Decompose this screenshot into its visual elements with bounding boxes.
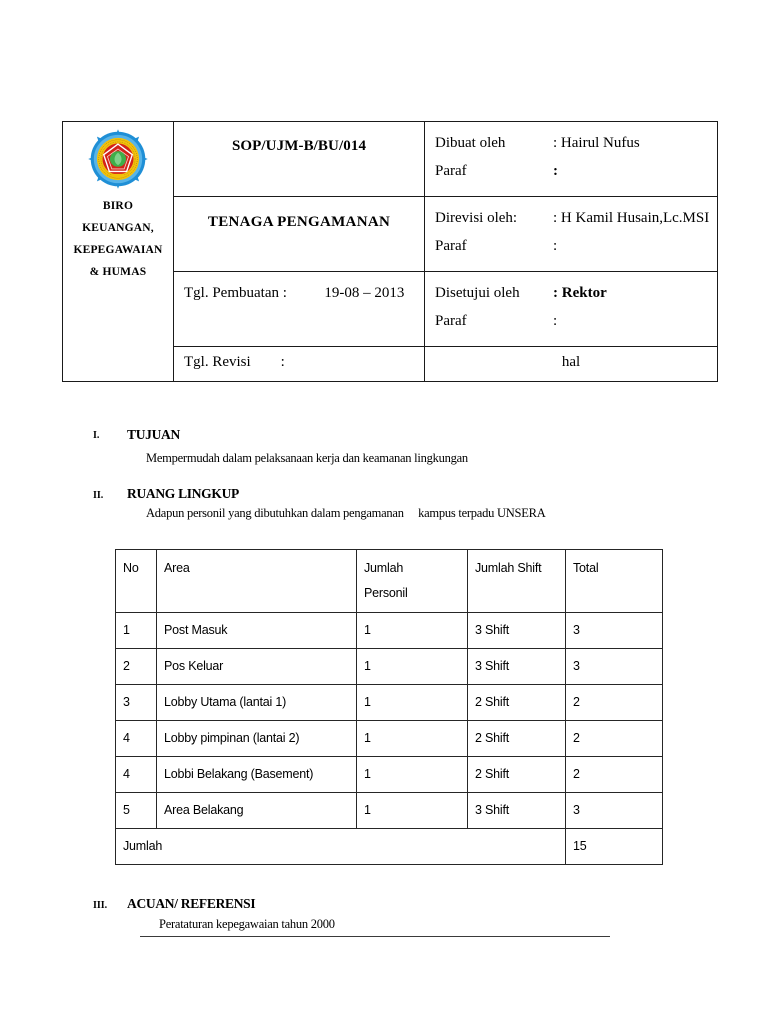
column-header-jumlah-personil <box>357 550 468 613</box>
unit-name-line-1: BIRO <box>102 200 134 212</box>
jumlah-line-1: Jumlah <box>364 561 404 575</box>
page-label-cell <box>425 347 718 382</box>
approved-paraf-row <box>435 302 717 330</box>
table-row <box>116 793 663 829</box>
table-row <box>116 721 663 757</box>
created-by-cell <box>425 122 718 197</box>
cell-no: 2 <box>116 649 157 685</box>
section-1-number: I. <box>93 430 100 441</box>
jumlah-line-2: Personil <box>364 586 408 600</box>
revised-by-value: : H Kamil Husain,Lc.MSI <box>553 210 710 226</box>
revised-by-label: Direvisi oleh: <box>435 210 518 226</box>
created-paraf-value: : <box>553 163 558 179</box>
cell-no: 3 <box>116 685 157 721</box>
personnel-table <box>115 549 663 865</box>
revised-paraf-row <box>435 227 717 255</box>
cell-jumlah: 1 <box>357 685 468 721</box>
section-2-heading: RUANG LINGKUP <box>127 486 239 501</box>
cell-shift: 3 Shift <box>468 793 566 829</box>
table-header-row <box>116 550 663 613</box>
footer-total: 15 <box>566 829 663 865</box>
cell-area: Lobby Utama (lantai 1) <box>157 685 357 721</box>
cell-no: 4 <box>116 757 157 793</box>
column-header-jumlah-shift: Jumlah Shift <box>468 550 566 613</box>
cell-total: 2 <box>566 757 663 793</box>
document-title-cell <box>174 197 425 272</box>
unit-name-line-4: & HUMAS <box>89 266 147 278</box>
university-logo <box>63 128 173 195</box>
footer-label: Jumlah <box>116 829 566 865</box>
section-1-heading: TUJUAN <box>127 427 180 442</box>
created-paraf-row <box>435 152 717 180</box>
cell-shift: 3 Shift <box>468 649 566 685</box>
cell-total: 3 <box>566 613 663 649</box>
cell-area: Lobbi Belakang (Basement) <box>157 757 357 793</box>
cell-shift: 2 Shift <box>468 685 566 721</box>
revised-by-row <box>435 197 717 227</box>
revised-paraf-value: : <box>553 238 558 254</box>
created-by-row <box>435 122 717 152</box>
section-3-heading: ACUAN/ REFERENSI <box>127 896 256 911</box>
cell-area: Post Masuk <box>157 613 357 649</box>
cell-total: 3 <box>566 649 663 685</box>
cell-no: 1 <box>116 613 157 649</box>
section-3-body: Perataturan kepegawaian tahun 2000 <box>159 917 335 931</box>
creation-date-cell <box>174 272 425 347</box>
revision-date: Tgl. Revisi : <box>184 354 285 370</box>
cell-area: Pos Keluar <box>157 649 357 685</box>
approved-by-value: : Rektor <box>553 285 607 301</box>
table-row <box>116 685 663 721</box>
approved-by-row <box>435 272 717 302</box>
cell-jumlah: 1 <box>357 649 468 685</box>
section-1-body: Mempermudah dalam pelaksanaan kerja dan keamanan lingkungan <box>146 451 468 465</box>
cell-area: Lobby pimpinan (lantai 2) <box>157 721 357 757</box>
document-code-cell <box>174 122 425 197</box>
column-header-total: Total <box>566 550 663 613</box>
cell-shift: 2 Shift <box>468 757 566 793</box>
unit-name-line-3: KEPEGAWAIAN <box>73 244 163 256</box>
table-row <box>116 649 663 685</box>
column-header-area: Area <box>157 550 357 613</box>
cell-jumlah: 1 <box>357 757 468 793</box>
unit-name-line-2: KEUANGAN, <box>82 222 154 234</box>
section-3-number: III. <box>93 900 108 911</box>
created-by-value: : Hairul Nufus <box>553 135 640 151</box>
document-code: SOP/UJM-B/BU/014 <box>231 138 367 154</box>
cell-jumlah: 1 <box>357 613 468 649</box>
created-by-label: Dibuat oleh <box>435 135 506 151</box>
document-header-table <box>62 121 718 382</box>
table-row <box>116 613 663 649</box>
unsera-emblem-icon <box>87 128 149 190</box>
column-header-no: No <box>116 550 157 613</box>
cell-area: Area Belakang <box>157 793 357 829</box>
revised-by-cell <box>425 197 718 272</box>
cell-no: 4 <box>116 721 157 757</box>
cell-total: 3 <box>566 793 663 829</box>
approved-by-label: Disetujui oleh <box>435 285 520 301</box>
cell-total: 2 <box>566 685 663 721</box>
cell-shift: 3 Shift <box>468 613 566 649</box>
logo-cell <box>63 122 174 382</box>
cell-shift: 2 Shift <box>468 721 566 757</box>
bottom-divider <box>140 936 610 937</box>
table-row <box>116 757 663 793</box>
page-label: hal <box>561 354 581 370</box>
cell-total: 2 <box>566 721 663 757</box>
approved-paraf-label: Paraf <box>435 313 467 329</box>
document-title: TENAGA PENGAMANAN <box>207 214 391 230</box>
creation-date: Tgl. Pembuatan : 19-08 – 2013 <box>184 285 405 301</box>
revision-date-cell <box>174 347 425 382</box>
approved-by-cell <box>425 272 718 347</box>
created-paraf-label: Paraf <box>435 163 467 179</box>
cell-jumlah: 1 <box>357 721 468 757</box>
section-2-body: Adapun personil yang dibutuhkan dalam pengamanan kampus terpadu UNSERA <box>146 506 546 520</box>
cell-jumlah: 1 <box>357 793 468 829</box>
table-footer-row <box>116 829 663 865</box>
section-2-number: II. <box>93 490 104 501</box>
revised-paraf-label: Paraf <box>435 238 467 254</box>
cell-no: 5 <box>116 793 157 829</box>
approved-paraf-value: : <box>553 313 558 329</box>
